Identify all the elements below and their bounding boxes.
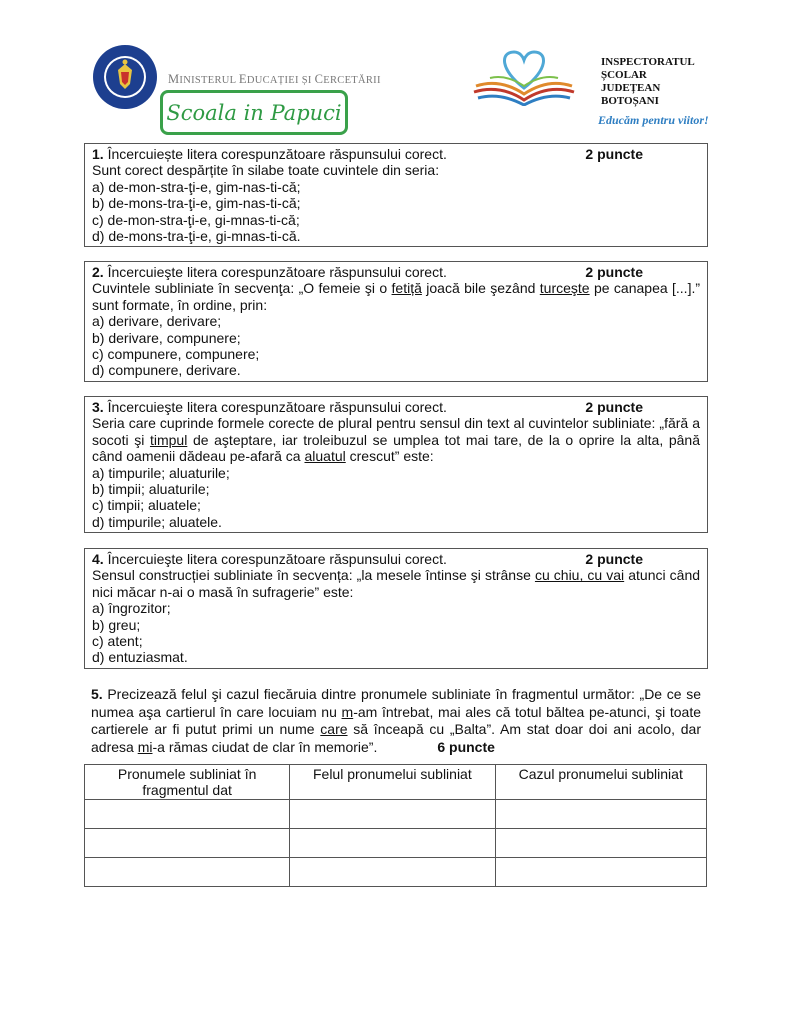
underlined-pronoun: mi: [137, 738, 153, 755]
government-seal-logo: [92, 44, 158, 110]
answer-option[interactable]: c) atent;: [92, 633, 143, 650]
answer-option[interactable]: a) îngrozitor;: [92, 600, 171, 617]
question-prompt: Sunt corect despărțite în silabe toate cuvintele din seria:: [92, 162, 440, 179]
answer-cell[interactable]: [495, 800, 707, 829]
underlined-pronoun: care: [320, 721, 348, 737]
answer-option[interactable]: a) de-mon-stra-ţi-e, gim-nas-ti-că;: [92, 178, 301, 195]
inspectorate-motto: Educăm pentru viitor!: [598, 113, 709, 127]
answer-cell[interactable]: [495, 829, 707, 858]
answer-option[interactable]: c) de-mon-stra-ţi-e, gi-mnas-ti-că;: [92, 211, 300, 228]
column-header: Pronumele subliniat în fragmentul dat: [85, 765, 290, 800]
answer-cell[interactable]: [290, 800, 495, 829]
question-points: 2 puncte: [585, 264, 643, 280]
table-row: [85, 829, 707, 858]
answer-cell[interactable]: [85, 829, 290, 858]
question-instruction: 3. Încercuieşte litera corespunzătoare răspunsului corect.: [92, 399, 447, 415]
answer-table: [84, 764, 707, 887]
question-instruction: 1. Încercuiește litera corespunzătoare răspunsului corect.: [92, 146, 447, 162]
question-points: 2 puncte: [585, 146, 643, 162]
answer-option[interactable]: c) compunere, compunere;: [92, 346, 260, 363]
answer-cell[interactable]: [85, 858, 290, 887]
answer-option[interactable]: b) greu;: [92, 616, 141, 633]
answer-option[interactable]: b) de-mons-tra-ţi-e, gim-nas-ti-că;: [92, 195, 301, 212]
underlined-phrase: cu chiu, cu vai: [534, 567, 625, 584]
underlined-pronoun: m: [341, 703, 354, 720]
inspectorate-book-heart-logo: [470, 48, 578, 106]
answer-option[interactable]: b) timpii; aluaturile;: [92, 481, 210, 498]
answer-option[interactable]: d) entuziasmat.: [92, 649, 188, 666]
answer-option[interactable]: a) timpurile; aluaturile;: [92, 464, 230, 481]
question-points: 2 puncte: [585, 551, 643, 567]
table-row: [85, 800, 707, 829]
underlined-word: turceşte: [539, 280, 590, 297]
question-instruction: 4. Încercuieşte litera corespunzătoare răspunsului corect.: [92, 551, 447, 567]
school-logo-box: [160, 90, 348, 135]
question-instruction: 2. Încercuieşte litera corespunzătoare răspunsului corect.: [92, 264, 447, 280]
answer-cell[interactable]: [290, 858, 495, 887]
question-1-box: [84, 143, 708, 247]
column-header: Cazul pronumelui subliniat: [495, 765, 707, 800]
answer-cell[interactable]: [495, 858, 707, 887]
inspectorate-title: INSPECTORATUL ȘCOLAR JUDEȚEAN BOTOȘANI: [601, 56, 695, 107]
question-points: 2 puncte: [585, 399, 643, 415]
answer-option[interactable]: d) compunere, derivare.: [92, 362, 241, 379]
question-prompt: Seria care cuprinde formele corecte de plural pentru sensul din text al cuvintelor subliniate: „fără a socoti şi timpul de aşteptare, iar troleibuzul se umplea tot mai tare, de la o oprire la alta, până când oamenii dădeau pe-afară ca aluatul crescut” este:: [92, 415, 700, 465]
answer-option[interactable]: c) timpii; aluatele;: [92, 497, 201, 514]
answer-cell[interactable]: [290, 829, 495, 858]
answer-option[interactable]: a) derivare, derivare;: [92, 313, 222, 330]
question-3-box: [84, 396, 708, 533]
question-prompt: Cuvintele subliniate în secvenţa: „O femeie şi o fetiță joacă bile şezând turceşte pe canapea [...].” sunt formate, în ordine, prin:: [92, 280, 701, 313]
underlined-word: aluatul: [304, 448, 346, 465]
answer-option[interactable]: d) timpurile; aluatele.: [92, 513, 222, 530]
answer-cell[interactable]: [85, 800, 290, 829]
question-4-box: [84, 548, 708, 669]
answer-option[interactable]: d) de-mons-tra-ţi-e, gi-mnas-ti-că.: [92, 228, 301, 245]
question-points: 6 puncte: [437, 738, 495, 755]
school-logo-text: Scoala in Papuci: [166, 100, 342, 125]
answer-option[interactable]: b) derivare, compunere;: [92, 329, 241, 346]
question-5-text: 5. Precizează felul şi cazul fiecăruia dintre pronumele subliniate în fragmentul următor: „De ce se numea aşa cartierul în care locuiam nu m-am întrebat, mai ales că totul băltea pe-atunci, şi toate cartierele ar fi putut primi un nume care să înceapă cu „Balta”. Am stat doar doi ani acolo, dar adresa mi-a rămas ciudat de clar în memorie”. 6 puncte: [91, 686, 701, 755]
underlined-word: fetiță: [391, 280, 422, 297]
question-2-box: [84, 261, 708, 382]
underlined-word: timpul: [149, 431, 188, 448]
column-header: Felul pronumelui subliniat: [290, 765, 495, 800]
question-prompt: Sensul construcției subliniate în secvența: „la mesele întinse şi strânse cu chiu, cu vai atunci când nici măcar n-ai o masă în sufragerie” este:: [92, 567, 701, 600]
table-row: [85, 858, 707, 887]
ministry-name: MINISTERUL EDUCAȚIEI ȘI CERCETĂRII: [168, 72, 381, 86]
